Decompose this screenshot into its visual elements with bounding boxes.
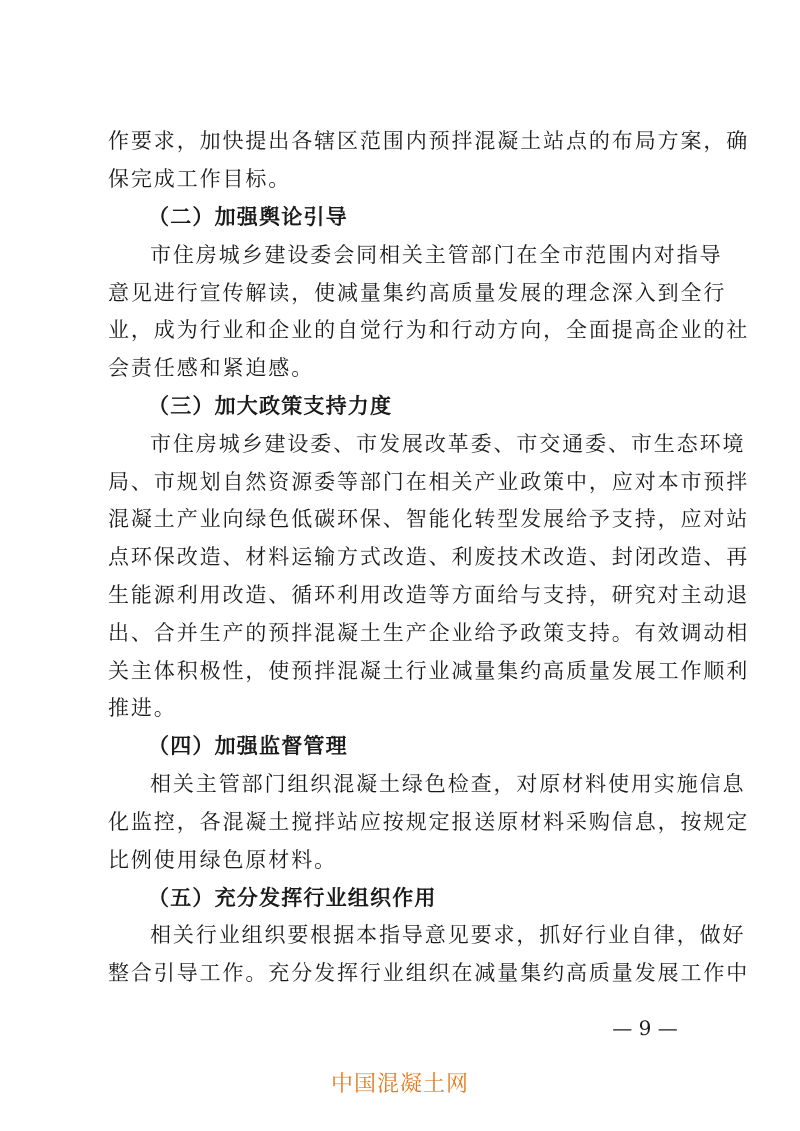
body-text-line: 相关主管部门组织混凝土绿色检查，对原材料使用实施信息 <box>150 772 746 796</box>
section-heading: （五）充分发挥行业组织作用 <box>148 886 437 910</box>
body-text-line: 化监控，各混凝土搅拌站应按规定报送原材料采购信息，按规定 <box>108 810 750 834</box>
body-text-line: 推进。 <box>108 696 177 720</box>
section-heading: （三）加大政策支持力度 <box>148 394 393 418</box>
body-text-line: 整合引导工作。充分发挥行业组织在减量集约高质量发展工作中 <box>108 961 750 985</box>
body-text-line: 意见进行宣传解读，使减量集约高质量发展的理念深入到全行 <box>108 281 727 305</box>
body-text-line: 作要求，加快提出各辖区范围内预拌混凝土站点的布局方案，确 <box>108 129 750 153</box>
body-text-line: 出、合并生产的预拌混凝土生产企业给予政策支持。有效调动相 <box>108 621 750 645</box>
body-text-line: 市住房城乡建设委、市发展改革委、市交通委、市生态环境 <box>150 432 746 456</box>
body-text-line: 会责任感和紧迫感。 <box>108 356 315 380</box>
body-text-line: 点环保改造、材料运输方式改造、利废技术改造、封闭改造、再 <box>108 545 750 569</box>
body-text-line: 市住房城乡建设委会同相关主管部门在全市范围内对指导 <box>150 243 723 267</box>
watermark-text: 中国混凝土网 <box>330 1072 469 1097</box>
body-text-line: 保完成工作目标。 <box>108 167 292 191</box>
page-number: — 9 — <box>612 1016 678 1040</box>
body-text-line: 生能源利用改造、循环利用改造等方面给与支持，研究对主动退 <box>108 583 750 607</box>
body-text-line: 业，成为行业和企业的自觉行为和行动方向，全面提高企业的社 <box>108 318 750 342</box>
section-heading: （四）加强监督管理 <box>148 734 348 758</box>
body-text-line: 混凝土产业向绿色低碳环保、智能化转型发展给予支持，应对站 <box>108 507 750 531</box>
body-text-line: 局、市规划自然资源委等部门在相关产业政策中，应对本市预拌 <box>108 470 750 494</box>
section-heading: （二）加强舆论引导 <box>148 205 348 229</box>
body-text-line: 关主体积极性，使预拌混凝土行业减量集约高质量发展工作顺利 <box>108 659 750 683</box>
body-text-line: 比例使用绿色原材料。 <box>108 848 337 872</box>
body-text-line: 相关行业组织要根据本指导意见要求，抓好行业自律，做好 <box>150 923 746 947</box>
